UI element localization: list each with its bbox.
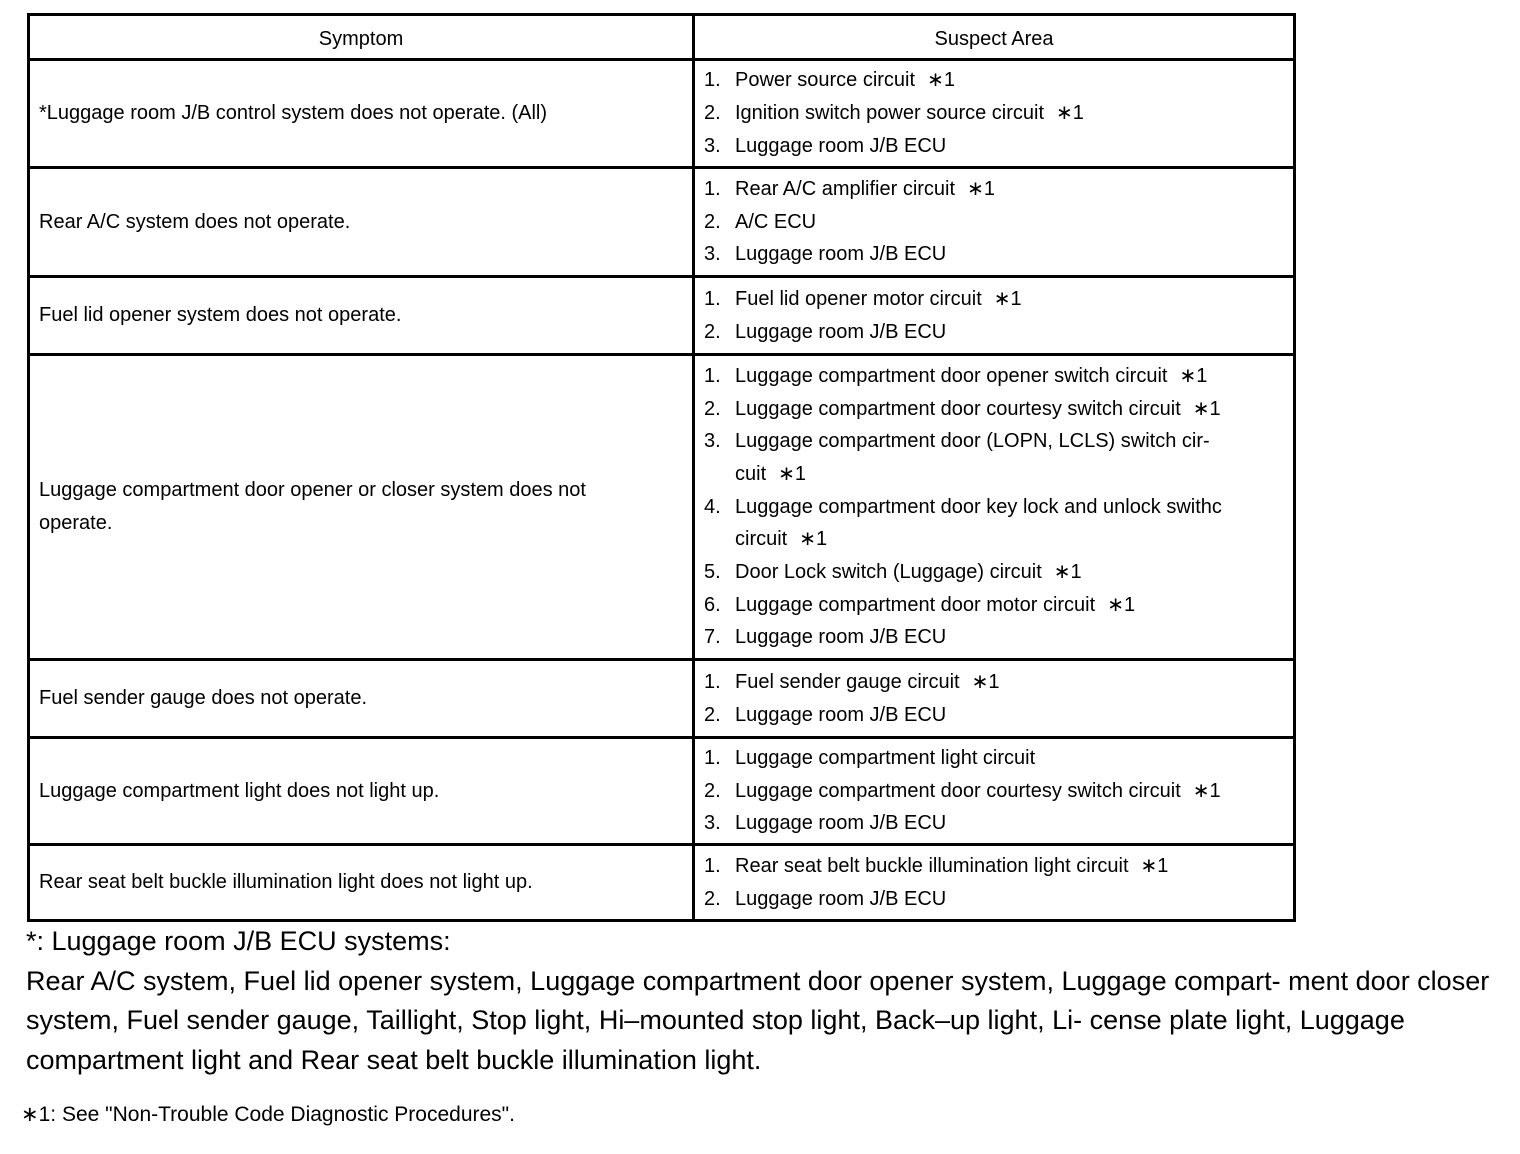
header-symptom: Symptom [29, 15, 694, 60]
suspect-item-text [735, 97, 1283, 130]
suspect-area-cell [694, 355, 1295, 660]
suspect-item-label: Luggage compartment door opener switch circuit [735, 364, 1168, 387]
suspect-area-cell [694, 738, 1295, 845]
suspect-item-text [735, 491, 1283, 556]
suspect-item-text [735, 206, 1283, 239]
suspect-item [704, 283, 1283, 316]
footnote-body: Rear A/C system, Fuel lid opener system, Luggage compartment door opener system, Luggage compart- ment door closer system, Fuel sender gauge, Taillight, Stop light, Hi–mounted stop light, Back–up light, Li- cense plate light, Luggage compartment light and Rear seat belt buckle illumination light. [26, 965, 1490, 1075]
suspect-item-text [735, 742, 1283, 775]
reference-note: ∗1: See "Non-Trouble Code Diagnostic Procedures". [21, 1103, 515, 1126]
suspect-item-label: Luggage compartment door motor circuit [735, 593, 1096, 616]
table-row [29, 277, 1295, 355]
suspect-item-label: Luggage room J/B ECU [735, 703, 947, 726]
suspect-item-number: 2. [704, 703, 721, 726]
suspect-item-text [735, 589, 1283, 622]
suspect-item-number: 1. [704, 854, 721, 877]
suspect-item-label: Luggage room J/B ECU [735, 134, 947, 157]
suspect-item-text [735, 556, 1283, 589]
table-row [29, 355, 1295, 660]
suspect-item-text [735, 425, 1283, 490]
suspect-item-text [735, 360, 1283, 393]
suspect-item-number: 2. [704, 210, 721, 233]
table-row [29, 660, 1295, 738]
suspect-item [704, 393, 1283, 426]
suspect-item-label: Luggage compartment door courtesy switch circuit [735, 397, 1181, 420]
suspect-list [704, 173, 1283, 271]
suspect-item-number: 1. [704, 364, 721, 387]
suspect-item-text [735, 316, 1283, 349]
suspect-area-cell [694, 660, 1295, 738]
suspect-item-label: Power source circuit [735, 69, 916, 92]
suspect-item [704, 666, 1283, 699]
see-note-marker: ∗1 [971, 670, 1000, 693]
suspect-item-label: Luggage compartment door (LOPN, LCLS) switch cir- cuit [735, 430, 1210, 485]
suspect-item-number: 5. [704, 561, 721, 584]
suspect-item-text [735, 850, 1283, 883]
suspect-item-label: Luggage compartment light circuit [735, 747, 1036, 769]
suspect-list [704, 850, 1283, 915]
suspect-item-text [735, 130, 1283, 163]
symptom-cell: Rear seat belt buckle illumination light does not light up. [29, 845, 694, 921]
see-note-marker: ∗1 [1192, 397, 1221, 420]
suspect-list [704, 64, 1283, 162]
suspect-item [704, 425, 1283, 490]
see-note-marker: ∗1 [1179, 364, 1208, 387]
suspect-item-label: Luggage room J/B ECU [735, 812, 947, 835]
suspect-item-number: 6. [704, 593, 721, 616]
symptom-cell: Luggage compartment door opener or closer system does not operate. [29, 355, 694, 660]
suspect-item-number: 1. [704, 177, 721, 200]
symptom-cell: Luggage compartment light does not light up. [29, 738, 694, 845]
see-note-marker: ∗1 [778, 462, 807, 485]
suspect-item-number: 3. [704, 134, 721, 157]
suspect-item-number: 2. [704, 397, 721, 420]
see-note-marker: ∗1 [1053, 561, 1082, 584]
suspect-list [704, 742, 1283, 840]
suspect-item-text [735, 238, 1283, 271]
ecu-systems-footnote [26, 922, 1496, 1080]
suspect-item-number: 2. [704, 320, 721, 343]
suspect-item-text [735, 666, 1283, 699]
suspect-list [704, 360, 1283, 654]
suspect-item-label: Luggage room J/B ECU [735, 320, 947, 343]
suspect-item-number: 1. [704, 287, 721, 310]
suspect-item-text [735, 699, 1283, 732]
suspect-item-number: 2. [704, 102, 721, 125]
suspect-item-text [735, 807, 1283, 840]
suspect-item [704, 238, 1283, 271]
suspect-item-number: 1. [704, 69, 721, 92]
suspect-item-text [735, 64, 1283, 97]
footnote-title: *: Luggage room J/B ECU systems: [26, 926, 451, 956]
suspect-item-text [735, 393, 1283, 426]
suspect-item [704, 742, 1283, 775]
suspect-item-number: 3. [704, 812, 721, 835]
table-row [29, 738, 1295, 845]
suspect-item [704, 621, 1283, 654]
suspect-item-text [735, 883, 1283, 916]
table-body [29, 60, 1295, 921]
suspect-item-number: 1. [704, 670, 721, 693]
suspect-area-cell [694, 168, 1295, 277]
suspect-item-number: 4. [704, 495, 721, 518]
suspect-item [704, 491, 1283, 556]
suspect-item-text [735, 173, 1283, 206]
suspect-item-text [735, 775, 1283, 808]
suspect-item [704, 807, 1283, 840]
suspect-item-number: 3. [704, 243, 721, 266]
suspect-item [704, 589, 1283, 622]
suspect-item-label: Rear seat belt buckle illumination light circuit [735, 854, 1129, 877]
see-note-marker: ∗1 [967, 177, 995, 200]
suspect-list [704, 666, 1283, 731]
see-note-marker: ∗1 [1107, 593, 1136, 616]
suspect-item-text [735, 283, 1283, 316]
suspect-item-label: Luggage compartment door courtesy switch circuit [735, 779, 1181, 802]
suspect-item [704, 775, 1283, 808]
suspect-item-label: Luggage room J/B ECU [735, 626, 947, 649]
see-note-marker: ∗1 [993, 287, 1022, 310]
header-suspect-area: Suspect Area [694, 15, 1295, 60]
see-note-marker: ∗1 [799, 528, 828, 551]
table-row [29, 60, 1295, 168]
suspect-item-number: 3. [704, 430, 721, 453]
symptom-cell: Fuel lid opener system does not operate. [29, 277, 694, 355]
suspect-item-label: Luggage compartment door key lock and unlock swithc circuit [735, 495, 1222, 551]
symptom-cell: Rear A/C system does not operate. [29, 168, 694, 277]
table-header-row [29, 15, 1295, 60]
suspect-item-label: Fuel lid opener motor circuit [735, 287, 982, 310]
suspect-list [704, 283, 1283, 348]
suspect-item-label: Fuel sender gauge circuit [735, 670, 960, 693]
see-note-marker: ∗1 [1192, 779, 1221, 802]
see-note-marker: ∗1 [1140, 854, 1169, 877]
suspect-item-label: Rear A/C amplifier circuit [735, 177, 956, 200]
suspect-item [704, 883, 1283, 916]
suspect-item-label: A/C ECU [735, 210, 817, 233]
suspect-area-cell [694, 60, 1295, 168]
suspect-area-cell [694, 845, 1295, 921]
suspect-item-text [735, 621, 1283, 654]
see-note-marker: ∗1 [1056, 102, 1084, 125]
suspect-item [704, 699, 1283, 732]
table-row [29, 845, 1295, 921]
suspect-item [704, 130, 1283, 163]
suspect-item-number: 7. [704, 626, 721, 649]
suspect-item-number: 1. [704, 747, 721, 769]
suspect-item-label: Ignition switch power source circuit [735, 102, 1045, 125]
suspect-item [704, 360, 1283, 393]
suspect-item-number: 2. [704, 887, 721, 910]
suspect-item-number: 2. [704, 779, 721, 802]
suspect-area-cell [694, 277, 1295, 355]
suspect-item-label: Door Lock switch (Luggage) circuit [735, 561, 1042, 584]
symptom-table [27, 13, 1296, 922]
table-row [29, 168, 1295, 277]
see-note-marker: ∗1 [927, 69, 955, 92]
suspect-item [704, 556, 1283, 589]
suspect-item [704, 206, 1283, 239]
symptom-cell: *Luggage room J/B control system does not operate. (All) [29, 60, 694, 168]
suspect-item [704, 316, 1283, 349]
suspect-item [704, 173, 1283, 206]
suspect-item [704, 64, 1283, 97]
suspect-item [704, 97, 1283, 130]
suspect-item [704, 850, 1283, 883]
suspect-item-label: Luggage room J/B ECU [735, 243, 947, 266]
suspect-item-label: Luggage room J/B ECU [735, 887, 947, 910]
symptom-cell: Fuel sender gauge does not operate. [29, 660, 694, 738]
